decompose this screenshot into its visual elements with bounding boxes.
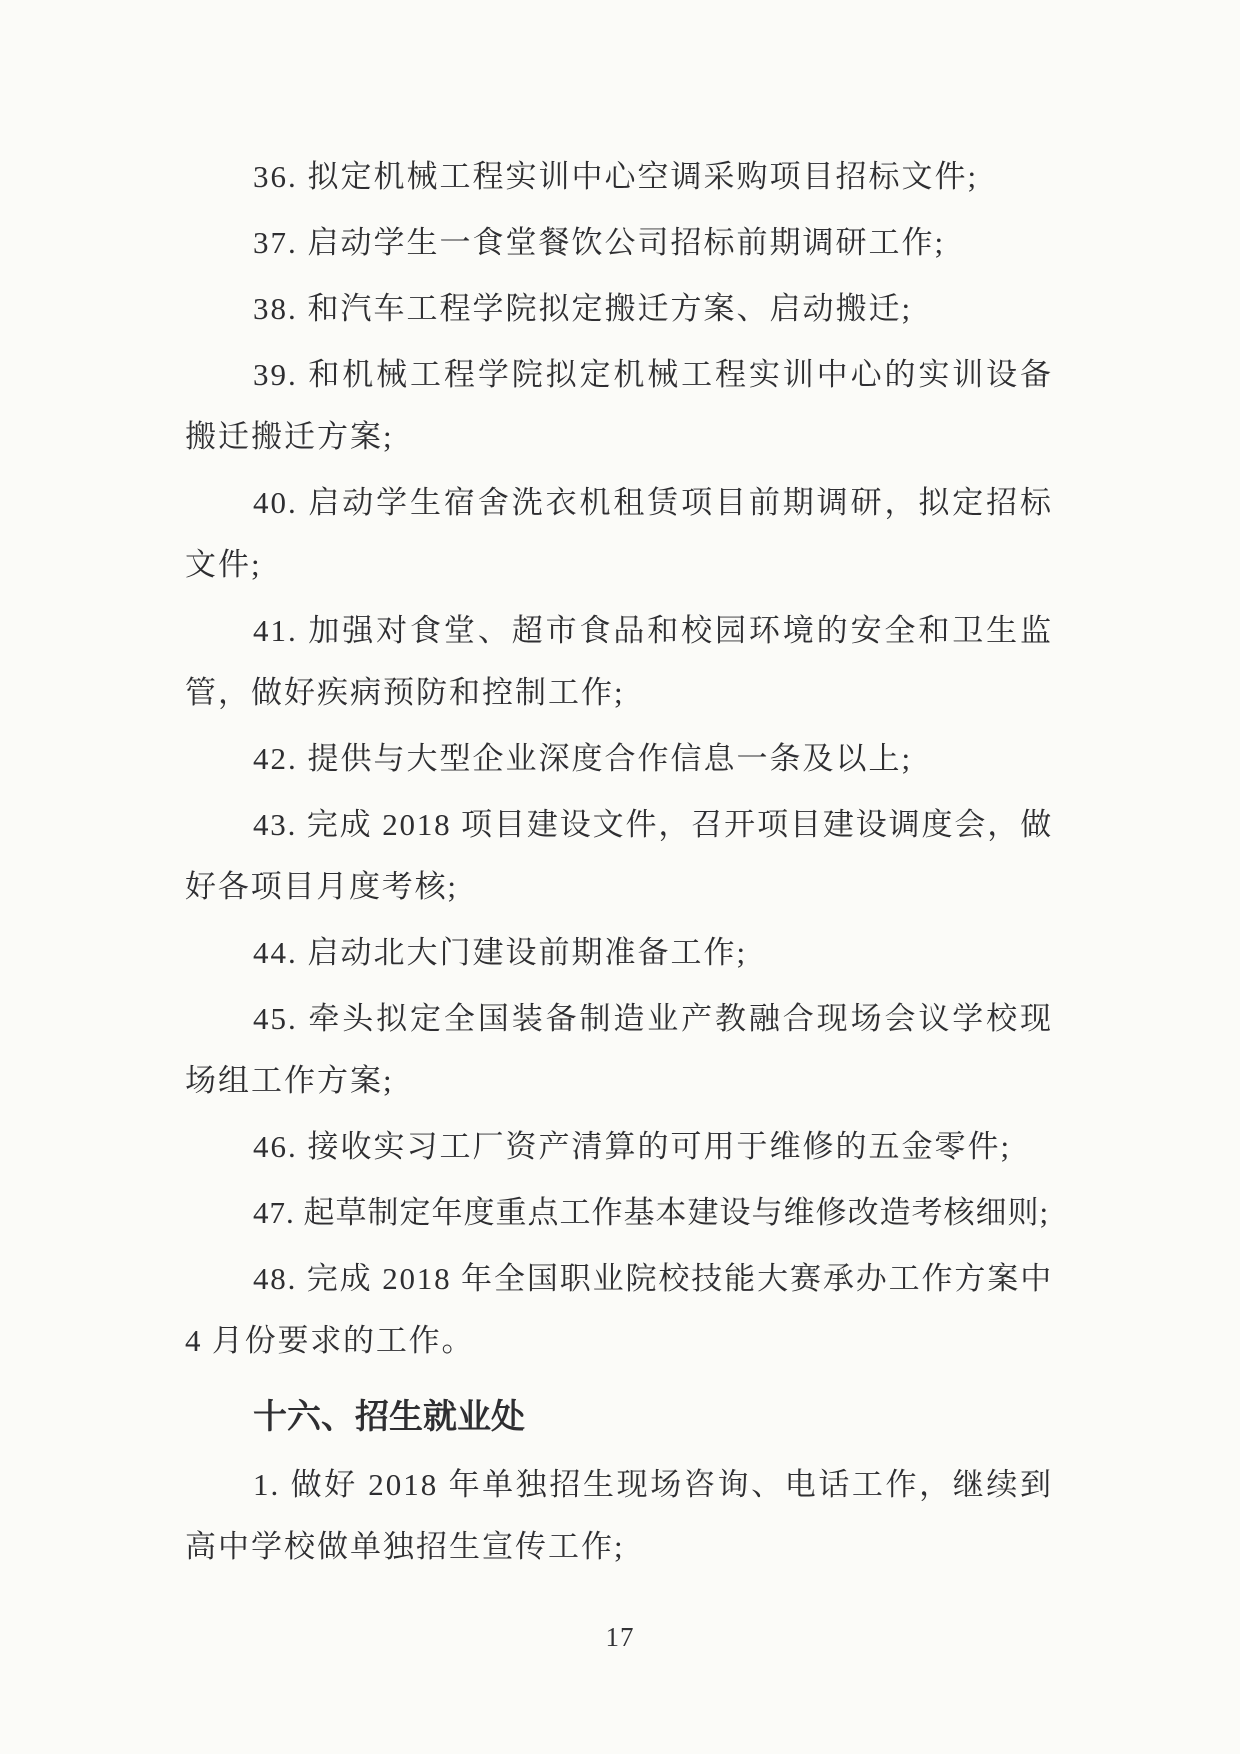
list-item: 44. 启动北大门建设前期准备工作; <box>253 935 748 970</box>
document-body <box>185 146 1053 1582</box>
list-item: 48. 完成 2018 年全国职业院校技能大赛承办工作方案中 4 月份要求的工作。 <box>185 1261 1053 1358</box>
list-item: 39. 和机械工程学院拟定机械工程实训中心的实训设备搬迁搬迁方案; <box>185 357 1053 454</box>
list-item: 46. 接收实习工厂资产清算的可用于维修的五金零件; <box>253 1129 1012 1164</box>
list-item: 42. 提供与大型企业深度合作信息一条及以上; <box>253 741 913 776</box>
list-item: 45. 牵头拟定全国装备制造业产教融合现场会议学校现场组工作方案; <box>185 1001 1053 1098</box>
list-item: 38. 和汽车工程学院拟定搬迁方案、启动搬迁; <box>253 291 913 326</box>
list-item: 36. 拟定机械工程实训中心空调采购项目招标文件; <box>253 159 979 194</box>
list-item: 37. 启动学生一食堂餐饮公司招标前期调研工作; <box>253 225 946 260</box>
list-item: 43. 完成 2018 项目建设文件，召开项目建设调度会，做好各项目月度考核; <box>185 807 1053 904</box>
page-number: 17 <box>605 1622 635 1652</box>
list-item: 47. 起草制定年度重点工作基本建设与维修改造考核细则; <box>253 1195 1050 1230</box>
list-item: 41. 加强对食堂、超市食品和校园环境的安全和卫生监管，做好疾病预防和控制工作; <box>185 613 1053 710</box>
list-item: 1. 做好 2018 年单独招生现场咨询、电话工作，继续到高中学校做单独招生宣传工作; <box>185 1467 1053 1564</box>
section-heading: 十六、招生就业处 <box>253 1399 525 1436</box>
list-item: 40. 启动学生宿舍洗衣机租赁项目前期调研，拟定招标文件; <box>185 485 1053 582</box>
